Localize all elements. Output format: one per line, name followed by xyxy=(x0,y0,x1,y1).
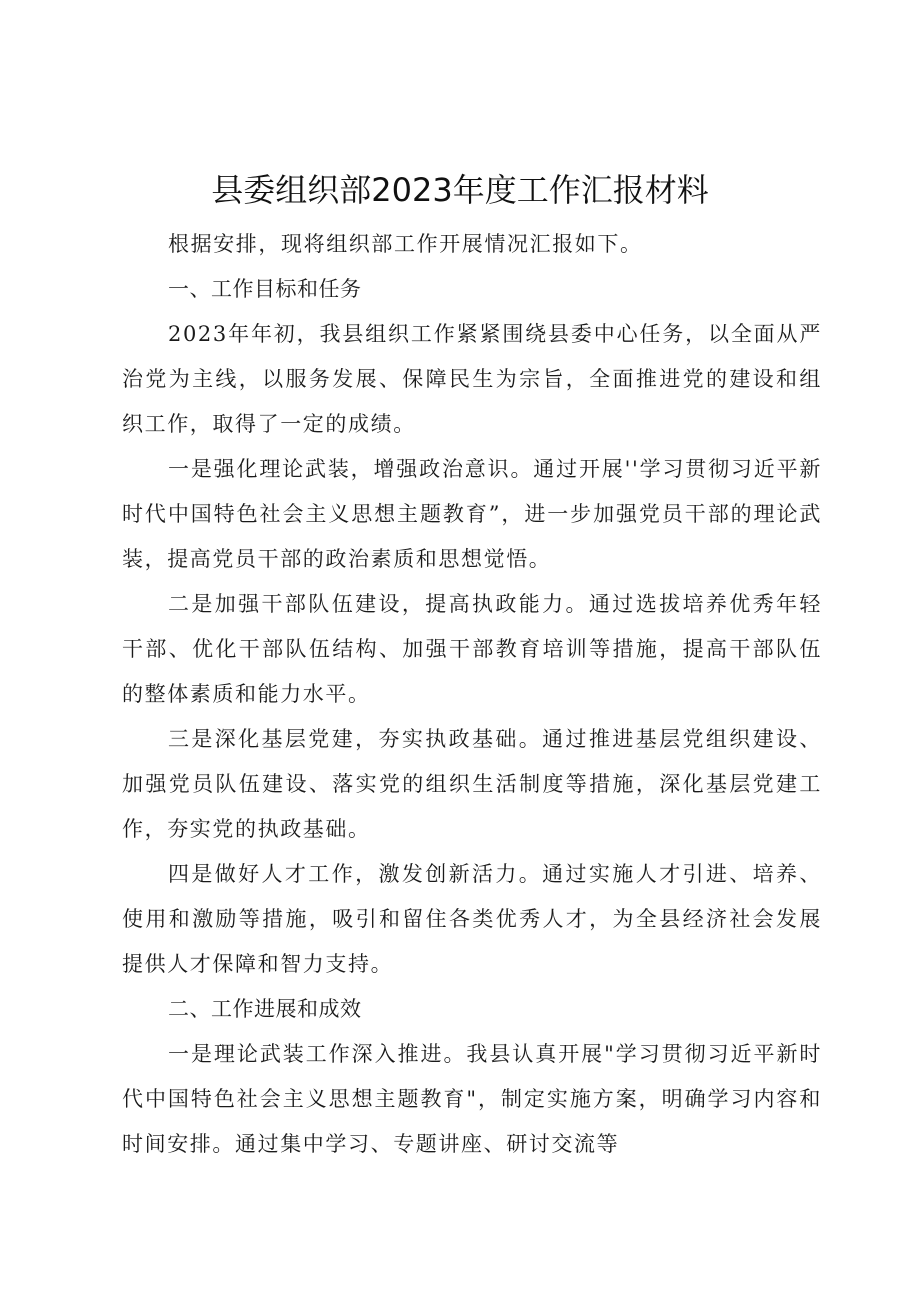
section-heading-2: 二、工作进展和成效 xyxy=(168,997,362,1021)
paragraph-cadre: 二是加强干部队伍建设，提高执政能力。通过选拔培养优秀年轻干部、优化干部队伍结构、加强干部教育培训等措施，提高干部队伍的整体素质和能力水平。 xyxy=(122,592,822,706)
paragraph-grassroots: 三是深化基层党建，夯实执政基础。通过推进基层党组织建设、加强党员队伍建设、落实党的组织生活制度等措施，深化基层党建工作，夯实党的执政基础。 xyxy=(122,727,822,841)
paragraph-talent: 四是做好人才工作，激发创新活力。通过实施人才引进、培养、使用和激励等措施，吸引和留住各类优秀人才，为全县经济社会发展提供人才保障和智力支持。 xyxy=(122,862,822,976)
paragraph-overview: 2023年年初，我县组织工作紧紧围绕县委中心任务，以全面从严治党为主线，以服务发展、保障民生为宗旨，全面推进党的建设和组织工作，取得了一定的成绩。 xyxy=(122,322,822,436)
document-body xyxy=(122,222,822,1167)
paragraph-theory: 一是强化理论武装，增强政治意识。通过开展''学习贯彻习近平新时代中国特色社会主义思想主题教育”，进一步加强党员干部的理论武装，提高党员干部的政治素质和思想觉悟。 xyxy=(122,457,822,571)
paragraph-progress: 一是理论武装工作深入推进。我县认真开展"学习贯彻习近平新时代中国特色社会主义思想主题教育"，制定实施方案，明确学习内容和时间安排。通过集中学习、专题讲座、研讨交流等 xyxy=(122,1042,822,1156)
section-heading-1: 一、工作目标和任务 xyxy=(168,277,362,301)
document-title: 县委组织部2023年度工作汇报材料 xyxy=(211,171,709,209)
intro-paragraph: 根据安排，现将组织部工作开展情况汇报如下。 xyxy=(168,232,643,256)
